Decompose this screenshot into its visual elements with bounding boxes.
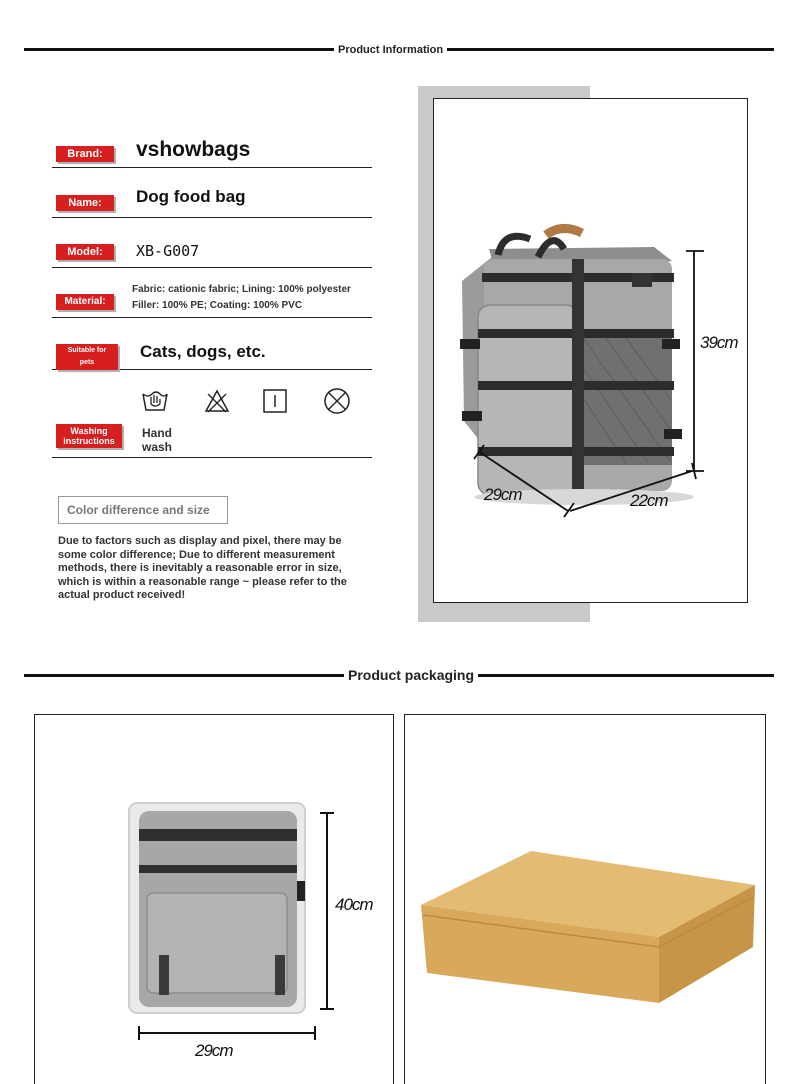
packed-height-label: 40cm (335, 895, 373, 914)
spec-row-material (52, 278, 372, 318)
color-size-notice-text: Due to factors such as display and pixel, there may be some color difference; Due to different measurement methods, there is inevitably a reasonable error in size, which is within a reasonable range ~ please refer to the actual product received! (58, 535, 347, 601)
do-not-bleach-icon (204, 388, 230, 414)
shipping-box-image (405, 715, 767, 1084)
brand-value: vshowbags (136, 138, 251, 161)
name-value: Dog food bag (136, 187, 246, 206)
packed-width-label: 29cm (195, 1041, 233, 1060)
washing-label (56, 424, 122, 448)
spec-row-model (52, 228, 372, 268)
spec-row-washing (52, 418, 372, 458)
model-label: Model: (56, 244, 114, 260)
washing-value-line1: Hand (142, 426, 172, 440)
suitable-value: Cats, dogs, etc. (140, 342, 266, 361)
packed-bag-frame (34, 714, 394, 1084)
suitable-label: Suitable for pets (56, 344, 118, 370)
spec-row-brand (52, 128, 372, 168)
material-label: Material: (56, 294, 114, 310)
product-width-label: 29cm (484, 485, 522, 504)
shipping-box-frame (404, 714, 766, 1084)
washing-value-line2: wash (142, 440, 173, 454)
washing-label-line1: Washing (70, 426, 108, 436)
spec-row-suitable (52, 330, 372, 370)
packaging-section-title: Product packaging (344, 667, 478, 683)
brand-label: Brand: (56, 146, 114, 162)
name-label: Name: (56, 195, 114, 211)
do-not-dry-clean-icon (322, 386, 352, 416)
spec-row-name (52, 178, 372, 218)
washing-label-line2: instructions (63, 436, 115, 446)
model-value: XB-G007 (136, 242, 200, 260)
hand-wash-icon (140, 386, 170, 414)
product-height-label: 39cm (700, 333, 738, 352)
material-line1: Fabric: cationic fabric; Lining: 100% polyester (132, 284, 351, 295)
material-line2: Filler: 100% PE; Coating: 100% PVC (132, 300, 303, 311)
product-depth-label: 22cm (630, 491, 668, 510)
product-image-frame (433, 98, 748, 603)
info-section-title: Product Information (334, 44, 447, 56)
color-size-notice-title: Color difference and size (58, 496, 228, 524)
tumble-dry-icon (262, 388, 288, 414)
